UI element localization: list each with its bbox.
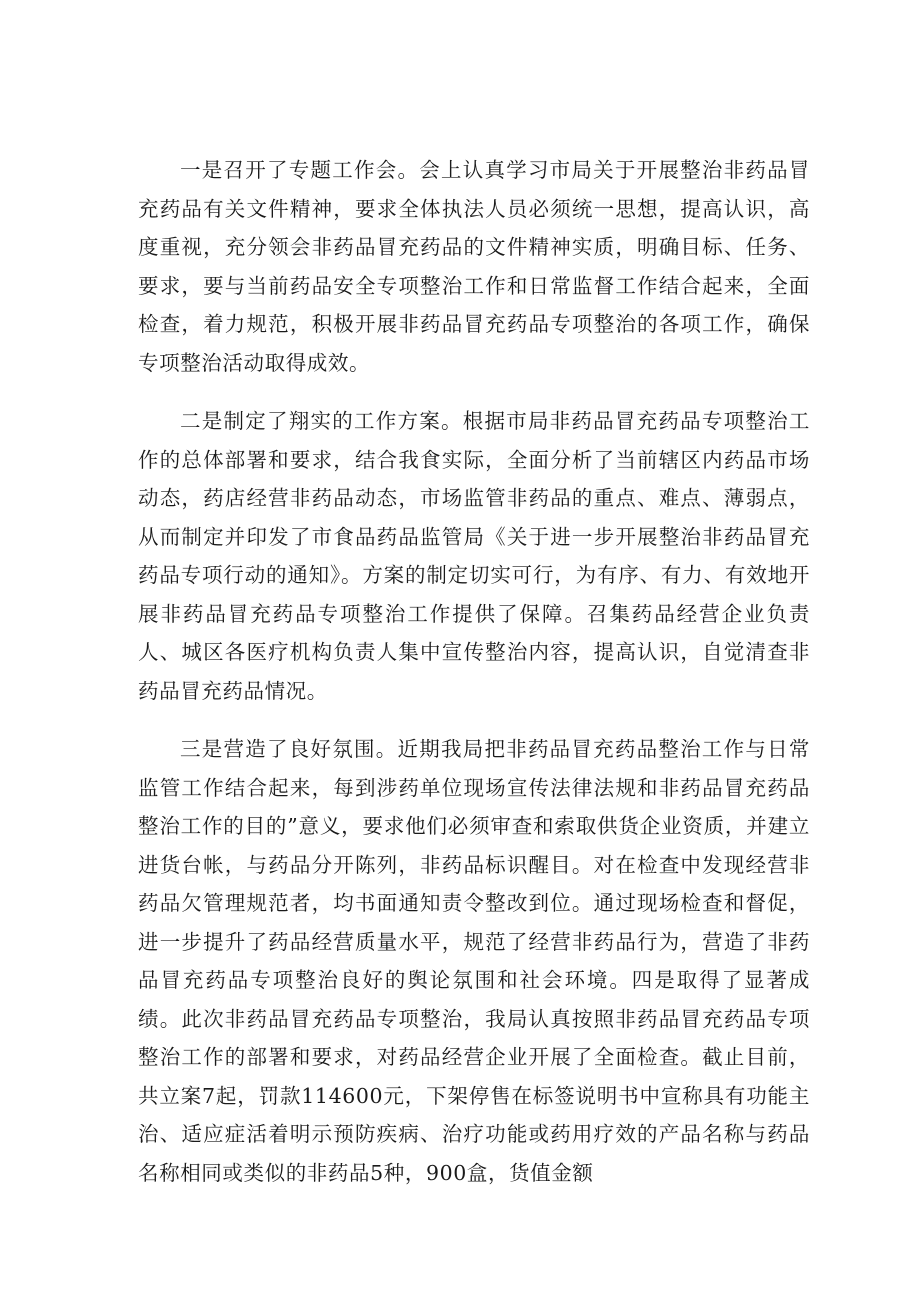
document-body — [138, 151, 810, 1192]
paragraph-work-plan: 二是制定了翔实的工作方案。根据市局非药品冒充药品专项整治工作的总体部署和要求，结合我食实际，全面分析了当前辖区内药品市场动态，药店经营非药品动态，市场监管非药品的重点、难点、薄弱点，从而制定并印发了市食品药品监管局《关于进一步开展整治非药品冒充药品专项行动的通知》。方案的制定切实可行，为有序、有力、有效地开展非药品冒充药品专项整治工作提供了保障。召集药品经营企业负责人、城区各医疗机构负责人集中宣传整治内容，提高认识，自觉清查非药品冒充药品情况。 — [138, 409, 810, 703]
paragraph-meeting: 一是召开了专题工作会。会上认真学习市局关于开展整治非药品冒充药品有关文件精神，要求全体执法人员必须统一思想，提高认识，高度重视，充分领会非药品冒充药品的文件精神实质，明确目标、任务、要求，要与当前药品安全专项整治工作和日常监督工作结合起来，全面检查，着力规范，积极开展非药品冒充药品专项整治的各项工作，确保专项整治活动取得成效。 — [138, 158, 810, 375]
paragraph-atmosphere: 三是营造了良好氛围。近期我局把非药品冒充药品整治工作与日常监管工作结合起来，每到涉药单位现场宣传法律法规和非药品冒充药品整治工作的目的”意义，要求他们必须审查和索取供货企业资质，并建立进货台帐，与药品分开陈列，非药品标识醒目。对在检查中发现经营非药品欠管理规范者，均书面通知责令整改到位。通过现场检查和督促，进一步提升了药品经营质量水平，规范了经营非药品行为，营造了非药品冒充药品专项整治良好的舆论氛围和社会环境。四是取得了显著成绩。此次非药品冒充药品专项整治，我局认真按照非药品冒充药品专项整治工作的部署和要求，对药品经营企业开展了全面检查。截止目前，共立案7起，罚款114600元，下架停售在标签说明书中宣称具有功能主治、适应症活着明示预防疾病、治疗功能或药用疗效的产品名称与药品名称相同或类似的非药品5种，900盒，货值金额 — [138, 737, 810, 1185]
